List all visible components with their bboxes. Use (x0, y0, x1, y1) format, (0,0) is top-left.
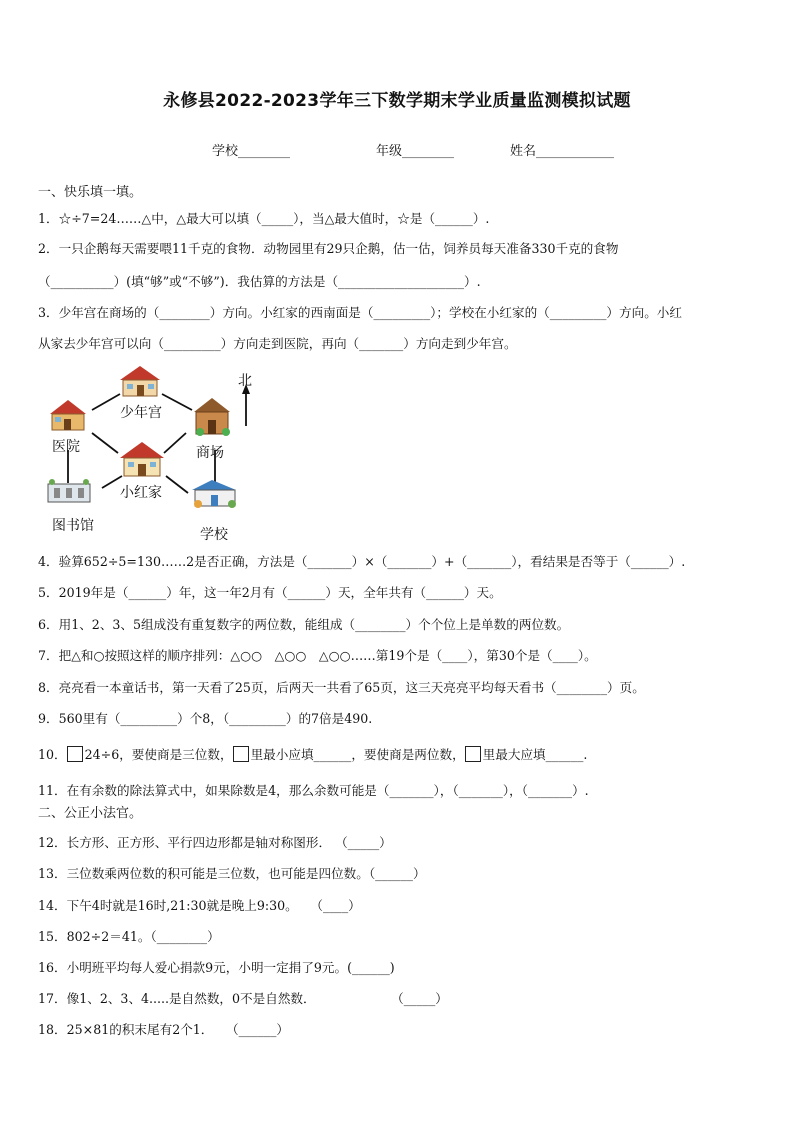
blank-box (67, 746, 83, 762)
question-7: 7．把△和○按照这样的顺序排列：△○○ △○○ △○○……第19个是（____），第30个是（____）。 (38, 648, 597, 663)
home-label: 小红家 (120, 485, 162, 501)
question-2-line-1: 2．一只企鹅每天需要喂11千克的食物．动物园里有29只企鹅，估一估，饲养员每天准备330千克的食物 (38, 241, 619, 256)
question-13: 13．三位数乘两位数的积可能是三位数，也可能是四位数。（______） (38, 866, 426, 881)
question-2-line-2: （__________）(填“够”或“不够”)．我估算的方法是（____________________）. (38, 274, 481, 289)
question-15: 15．802÷2＝41。（________） (38, 929, 220, 944)
question-11: 11．在有余数的除法算式中，如果除数是4，那么余数可能是（_______），（_______），（_______）. (38, 783, 589, 798)
question-3-line-2: 从家去少年宫可以向（_________）方向走到医院，再向（_______）方向走到少年宫。 (38, 336, 517, 351)
blank-box (233, 746, 249, 762)
map-diagram (40, 358, 270, 543)
question-9: 9．560里有（_________）个8，（_________）的7倍是490. (38, 711, 373, 726)
question-1: 1．☆÷7=24……△中，△最大可以填（_____），当△最大值时，☆是（______）. (38, 211, 490, 226)
question-10 (38, 744, 587, 763)
school-field: 学校________ (212, 144, 291, 159)
question-17: 17．像1、2、3、4.....是自然数，0不是自然数． （_____） (38, 991, 448, 1006)
mall-label: 商场 (196, 445, 224, 461)
question-10-part-2: 里最小应填______，要使商是两位数， (250, 747, 465, 762)
youth-palace-label: 少年宫 (120, 405, 162, 421)
question-12: 12．长方形、正方形、平行四边形都是轴对称图形． （_____） (38, 835, 392, 850)
school-icon (192, 480, 236, 508)
home-icon (120, 442, 164, 476)
question-16: 16．小明班平均每人爱心捐款9元，小明一定捐了9元。(______) (38, 960, 395, 975)
library-icon (48, 479, 90, 502)
question-14: 14．下午4时就是16时,21:30就是晚上9:30。 （____） (38, 898, 361, 913)
library-label: 图书馆 (52, 518, 94, 534)
question-10-part-1: 24÷6，要使商是三位数， (84, 747, 233, 762)
question-4: 4．验算652÷5=130……2是否正确，方法是（_______）×（_______）+（_______），看结果是否等于（______）. (38, 554, 686, 569)
name-field: 姓名____________ (510, 144, 615, 159)
question-18: 18．25×81的积末尾有2个1． （______） (38, 1022, 289, 1037)
section-2-heading: 二、公正小法官。 (38, 806, 143, 821)
school-label: 学校 (200, 527, 228, 543)
blank-box (465, 746, 481, 762)
mall-icon (194, 398, 230, 436)
hospital-icon (50, 400, 86, 430)
youth-palace-icon (120, 366, 160, 396)
hospital-label: 医院 (52, 439, 80, 455)
page-title: 永修县2022-2023学年三下数学期末学业质量监测模拟试题 (163, 91, 631, 111)
question-5: 5．2019年是（______）年，这一年2月有（______）天，全年共有（______）天。 (38, 585, 502, 600)
question-3-line-1: 3．少年宫在商场的（________）方向。小红家的西南面是（_________）；学校在小红家的（_________）方向。小红 (38, 305, 682, 320)
section-1-heading: 一、快乐填一填。 (38, 185, 143, 200)
north-label: 北 (238, 373, 252, 389)
question-10-number: 10． (38, 747, 67, 762)
grade-field: 年级________ (376, 144, 455, 159)
question-10-part-3: 里最大应填______. (482, 747, 588, 762)
question-8: 8．亮亮看一本童话书，第一天看了25页，后两天一共看了65页，这三天亮亮平均每天看书（________）页。 (38, 680, 645, 695)
question-6: 6．用1、2、3、5组成没有重复数字的两位数，能组成（________）个个位上是单数的两位数。 (38, 617, 570, 632)
